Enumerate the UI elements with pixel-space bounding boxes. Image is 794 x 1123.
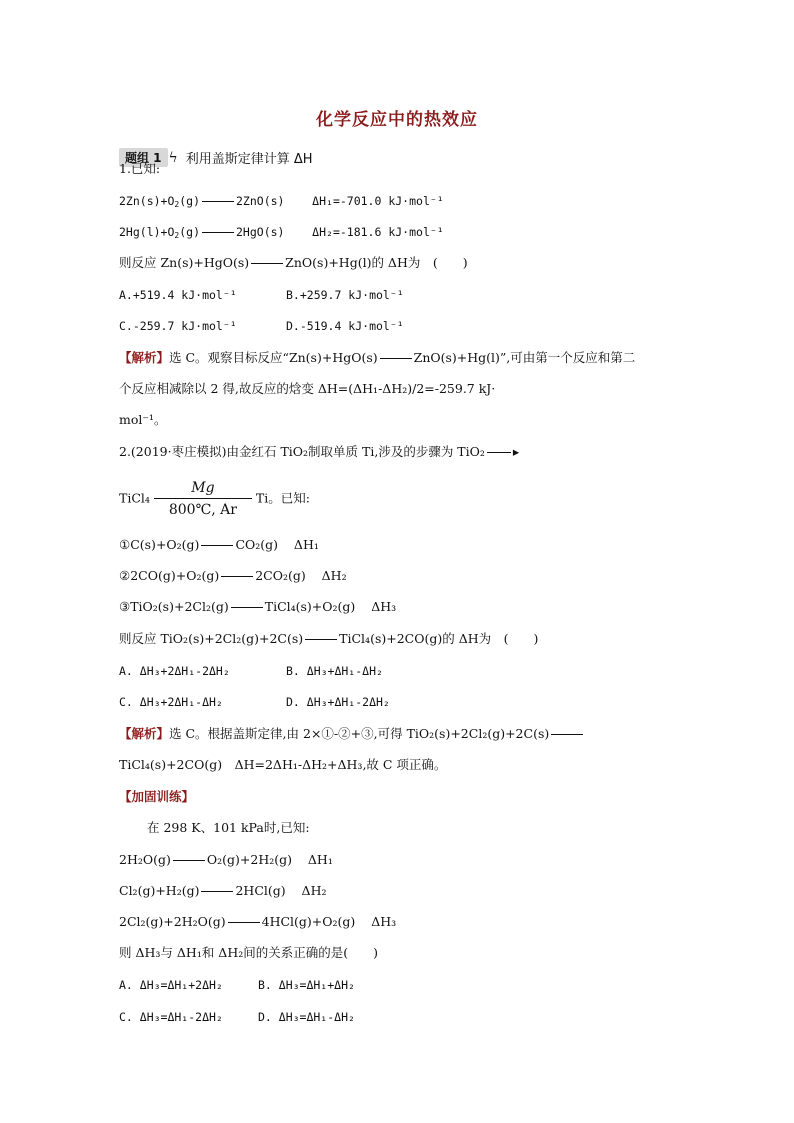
q2-option-c: C. ΔH₃+2ΔH₁-ΔH₂ [119, 695, 223, 709]
q1-option-a: A.+519.4 kJ·mol⁻¹ [119, 288, 237, 302]
group-label: 利用盖斯定律计算 ΔH [185, 152, 313, 167]
analysis-tag: 【解析】 [119, 350, 170, 365]
q1-analysis-line-3: mol⁻¹。 [119, 412, 167, 427]
extra-option-b: B. ΔH₃=ΔH₁+ΔH₂ [258, 978, 355, 992]
extra-equation-1: 2H₂O(g) O₂(g)+2H₂(g) ΔH₁ [119, 852, 333, 867]
q1-option-b: B.+259.7 kJ·mol⁻¹ [286, 288, 404, 302]
q1-stem: 1.已知: [119, 161, 161, 176]
extra-option-d: D. ΔH₃=ΔH₁-ΔH₂ [258, 1010, 355, 1024]
q1-analysis-line-2: 个反应相减除以 2 得,故反应的焓变 ΔH=(ΔH₁-ΔH₂)/2=-259.7 kJ· [119, 381, 496, 396]
q1-option-c: C.-259.7 kJ·mol⁻¹ [119, 319, 237, 333]
page-title: 化学反应中的热效应 [316, 110, 478, 130]
q1-analysis-line-1: 【解析】选 C。观察目标反应“Zn(s)+HgO(s) ZnO(s)+Hg(l)”,可由第一个反应和第二 [119, 350, 636, 365]
q2-option-b: B. ΔH₃+ΔH₁-ΔH₂ [286, 664, 383, 678]
q1-option-d: D.-519.4 kJ·mol⁻¹ [286, 319, 404, 333]
extra-equation-2: Cl₂(g)+H₂(g) 2HCl(g) ΔH₂ [119, 883, 327, 898]
q2-reaction-2: ②2CO(g)+O₂(g) 2CO₂(g) ΔH₂ [119, 568, 347, 583]
q2-analysis-line-1: 【解析】选 C。根据盖斯定律,由 2×①-②+③,可得 TiO₂(s)+2Cl₂(g)+2C(s) [119, 725, 585, 743]
q1-equation-1: $2Zn(s)+O_2(g)$ 2ZnO(s) ΔH₁=-701.0 kJ·mol⁻¹ [119, 194, 444, 209]
extra-option-c: C. ΔH₃=ΔH₁-2ΔH₂ [119, 1010, 223, 1024]
group-badge: 题组 1 [119, 148, 168, 167]
q2-analysis-line-2: TiCl₄(s)+2CO(g) ΔH=2ΔH₁-ΔH₂+ΔH₃,故 C 项正确。 [119, 757, 447, 772]
q2-option-a: A. ΔH₃+2ΔH₁-2ΔH₂ [119, 664, 230, 678]
q1-question: 则反应 Zn(s)+HgO(s) ZnO(s)+Hg(l)的 ΔH为 ( ) [119, 255, 468, 270]
extra-question: 则 ΔH₃与 ΔH₁和 ΔH₂间的关系正确的是( ) [119, 945, 378, 960]
lightning-icon: ϟ [168, 149, 178, 166]
q1-equation-2: $2Hg(l)+O_2(g)$ 2HgO(s) ΔH₂=-181.6 kJ·mol⁻¹ [119, 225, 444, 240]
q2-stem-continued: TiCl₄ $\frac{Mg}{800℃, Ar}$ Ti。已知: [119, 480, 310, 518]
q2-option-d: D. ΔH₃+ΔH₁-2ΔH₂ [286, 695, 390, 709]
q2-question: 则反应 TiO₂(s)+2Cl₂(g)+2C(s) TiCl₄(s)+2CO(g)的 ΔH为 ( ) [119, 631, 539, 646]
extra-equation-3: 2Cl₂(g)+2H₂O(g) 4HCl(g)+O₂(g) ΔH₃ [119, 914, 397, 929]
extra-option-a: A. ΔH₃=ΔH₁+2ΔH₂ [119, 978, 223, 992]
q2-reaction-1: ①C(s)+O₂(g) CO₂(g) ΔH₁ [119, 537, 319, 552]
analysis-tag: 【解析】 [119, 726, 170, 741]
extra-practice-tag: 【加固训练】 [119, 789, 195, 804]
q2-reaction-3: ③TiO₂(s)+2Cl₂(g) TiCl₄(s)+O₂(g) ΔH₃ [119, 599, 397, 614]
extra-stem: 在 298 K、101 kPa时,已知: [147, 820, 310, 835]
reaction-condition-fraction: $\frac{Mg}{800℃, Ar}$ [154, 479, 252, 519]
q2-stem: 2.(2019·枣庄模拟)由金红石 TiO₂制取单质 Ti,涉及的步骤为 TiO₂ ▸ [119, 444, 520, 459]
